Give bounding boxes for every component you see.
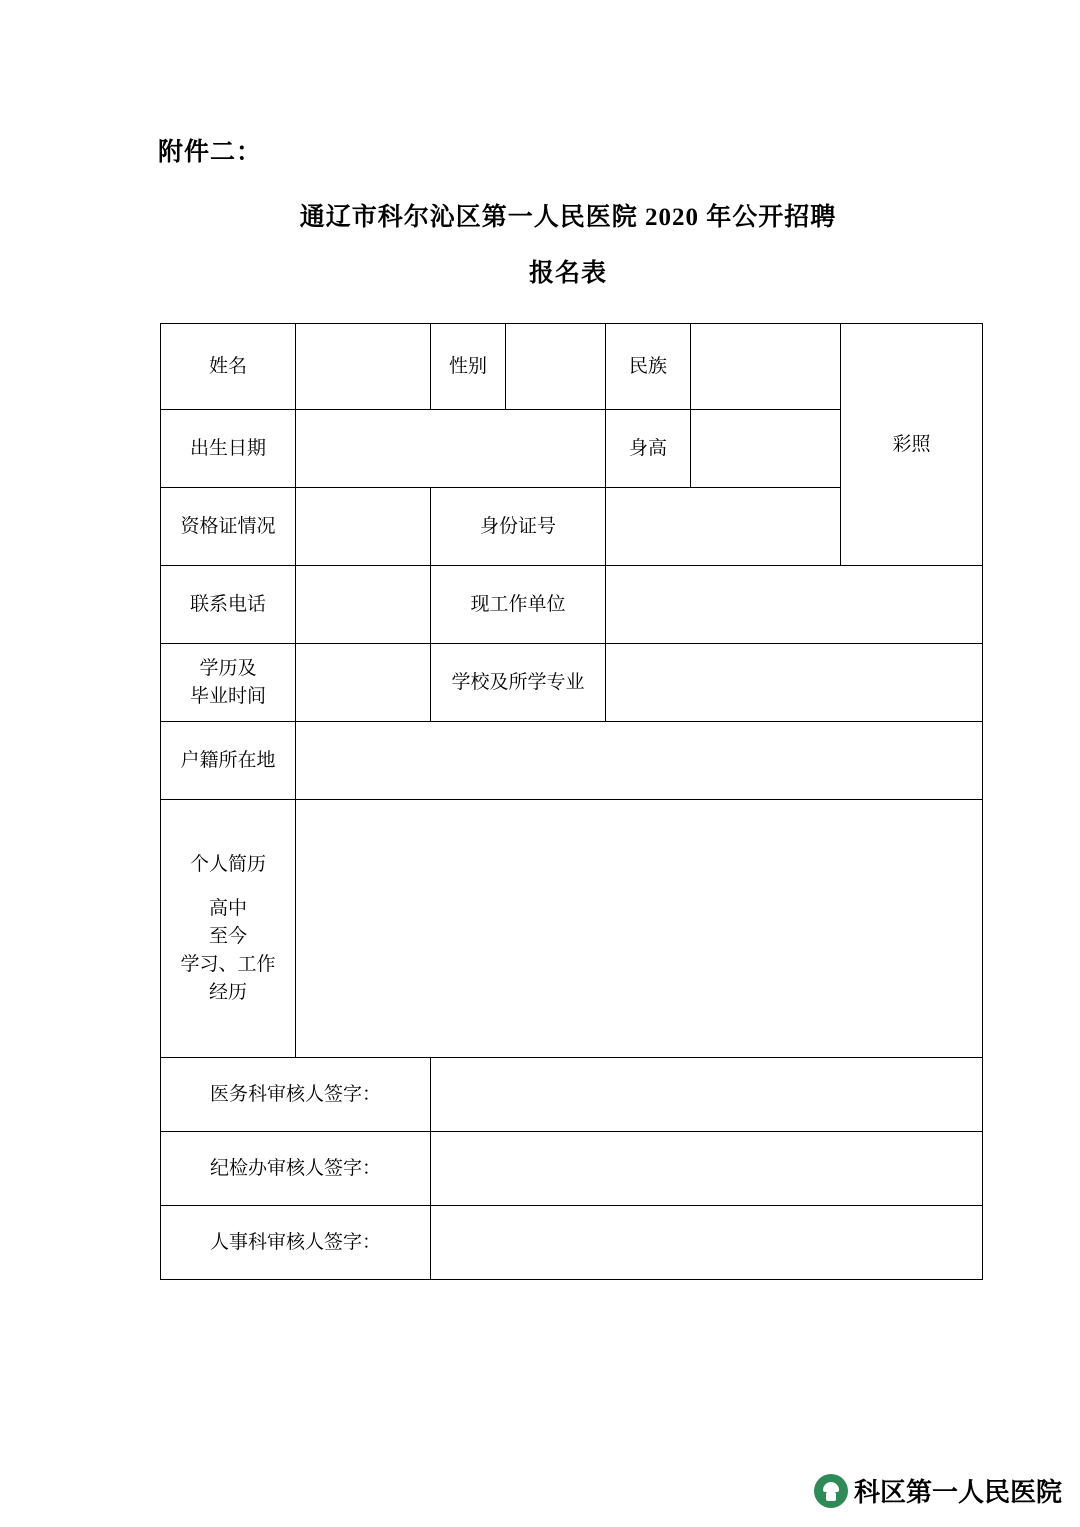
education-field[interactable] (296, 644, 431, 722)
title-line-1: 通辽市科尔沁区第一人民医院 2020 年公开招聘 (299, 204, 837, 231)
gender-label: 性别 (431, 324, 506, 410)
name-field[interactable] (296, 324, 431, 410)
table-row (161, 1058, 983, 1132)
birth-date-field[interactable] (296, 410, 606, 488)
school-major-field[interactable] (606, 644, 983, 722)
document-title (158, 190, 978, 302)
resume-field[interactable] (296, 800, 983, 1058)
hr-dept-signature-field[interactable] (431, 1206, 983, 1280)
resume-label-line-1: 个人简历 (189, 853, 266, 875)
resume-label-line-3: 至今 (208, 925, 247, 947)
wechat-official-account-icon (814, 1474, 848, 1508)
certificate-field[interactable] (296, 488, 431, 566)
photo-label: 彩照 (841, 324, 983, 566)
medical-dept-signature-label: 医务科审核人签字： (161, 1058, 431, 1132)
attachment-label: 附件二： (158, 139, 263, 166)
education-label-line-1: 学历及 (199, 657, 257, 679)
certificate-label: 资格证情况 (161, 488, 296, 566)
education-label (161, 644, 296, 722)
resume-label (161, 800, 296, 1058)
hr-dept-signature-label: 人事科审核人签字： (161, 1206, 431, 1280)
resume-label-spacer (163, 879, 293, 895)
table-row (161, 324, 983, 410)
workplace-field[interactable] (606, 566, 983, 644)
id-number-field[interactable] (606, 488, 841, 566)
residence-field[interactable] (296, 722, 983, 800)
school-major-label: 学校及所学专业 (431, 644, 606, 722)
title-line-2: 报名表 (528, 260, 607, 287)
footer-watermark (814, 1472, 1062, 1509)
table-row (161, 1132, 983, 1206)
table-row (161, 644, 983, 722)
table-row (161, 1206, 983, 1280)
ethnicity-field[interactable] (691, 324, 841, 410)
footer-account-name: 科区第一人民医院 (853, 1478, 1062, 1507)
phone-field[interactable] (296, 566, 431, 644)
phone-label: 联系电话 (161, 566, 296, 644)
discipline-office-signature-field[interactable] (431, 1132, 983, 1206)
height-field[interactable] (691, 410, 841, 488)
resume-label-line-5: 经历 (208, 981, 247, 1003)
table-row (161, 800, 983, 1058)
name-label: 姓名 (161, 324, 296, 410)
ethnicity-label: 民族 (606, 324, 691, 410)
resume-label-line-4: 学习、工作 (180, 953, 276, 975)
residence-label: 户籍所在地 (161, 722, 296, 800)
resume-label-line-2: 高中 (208, 897, 247, 919)
education-label-line-2: 毕业时间 (189, 685, 266, 707)
workplace-label: 现工作单位 (431, 566, 606, 644)
height-label: 身高 (606, 410, 691, 488)
medical-dept-signature-field[interactable] (431, 1058, 983, 1132)
table-row (161, 566, 983, 644)
discipline-office-signature-label: 纪检办审核人签字： (161, 1132, 431, 1206)
table-row (161, 722, 983, 800)
birth-date-label: 出生日期 (161, 410, 296, 488)
registration-form-table (160, 323, 983, 1280)
gender-field[interactable] (506, 324, 606, 410)
id-number-label: 身份证号 (431, 488, 606, 566)
